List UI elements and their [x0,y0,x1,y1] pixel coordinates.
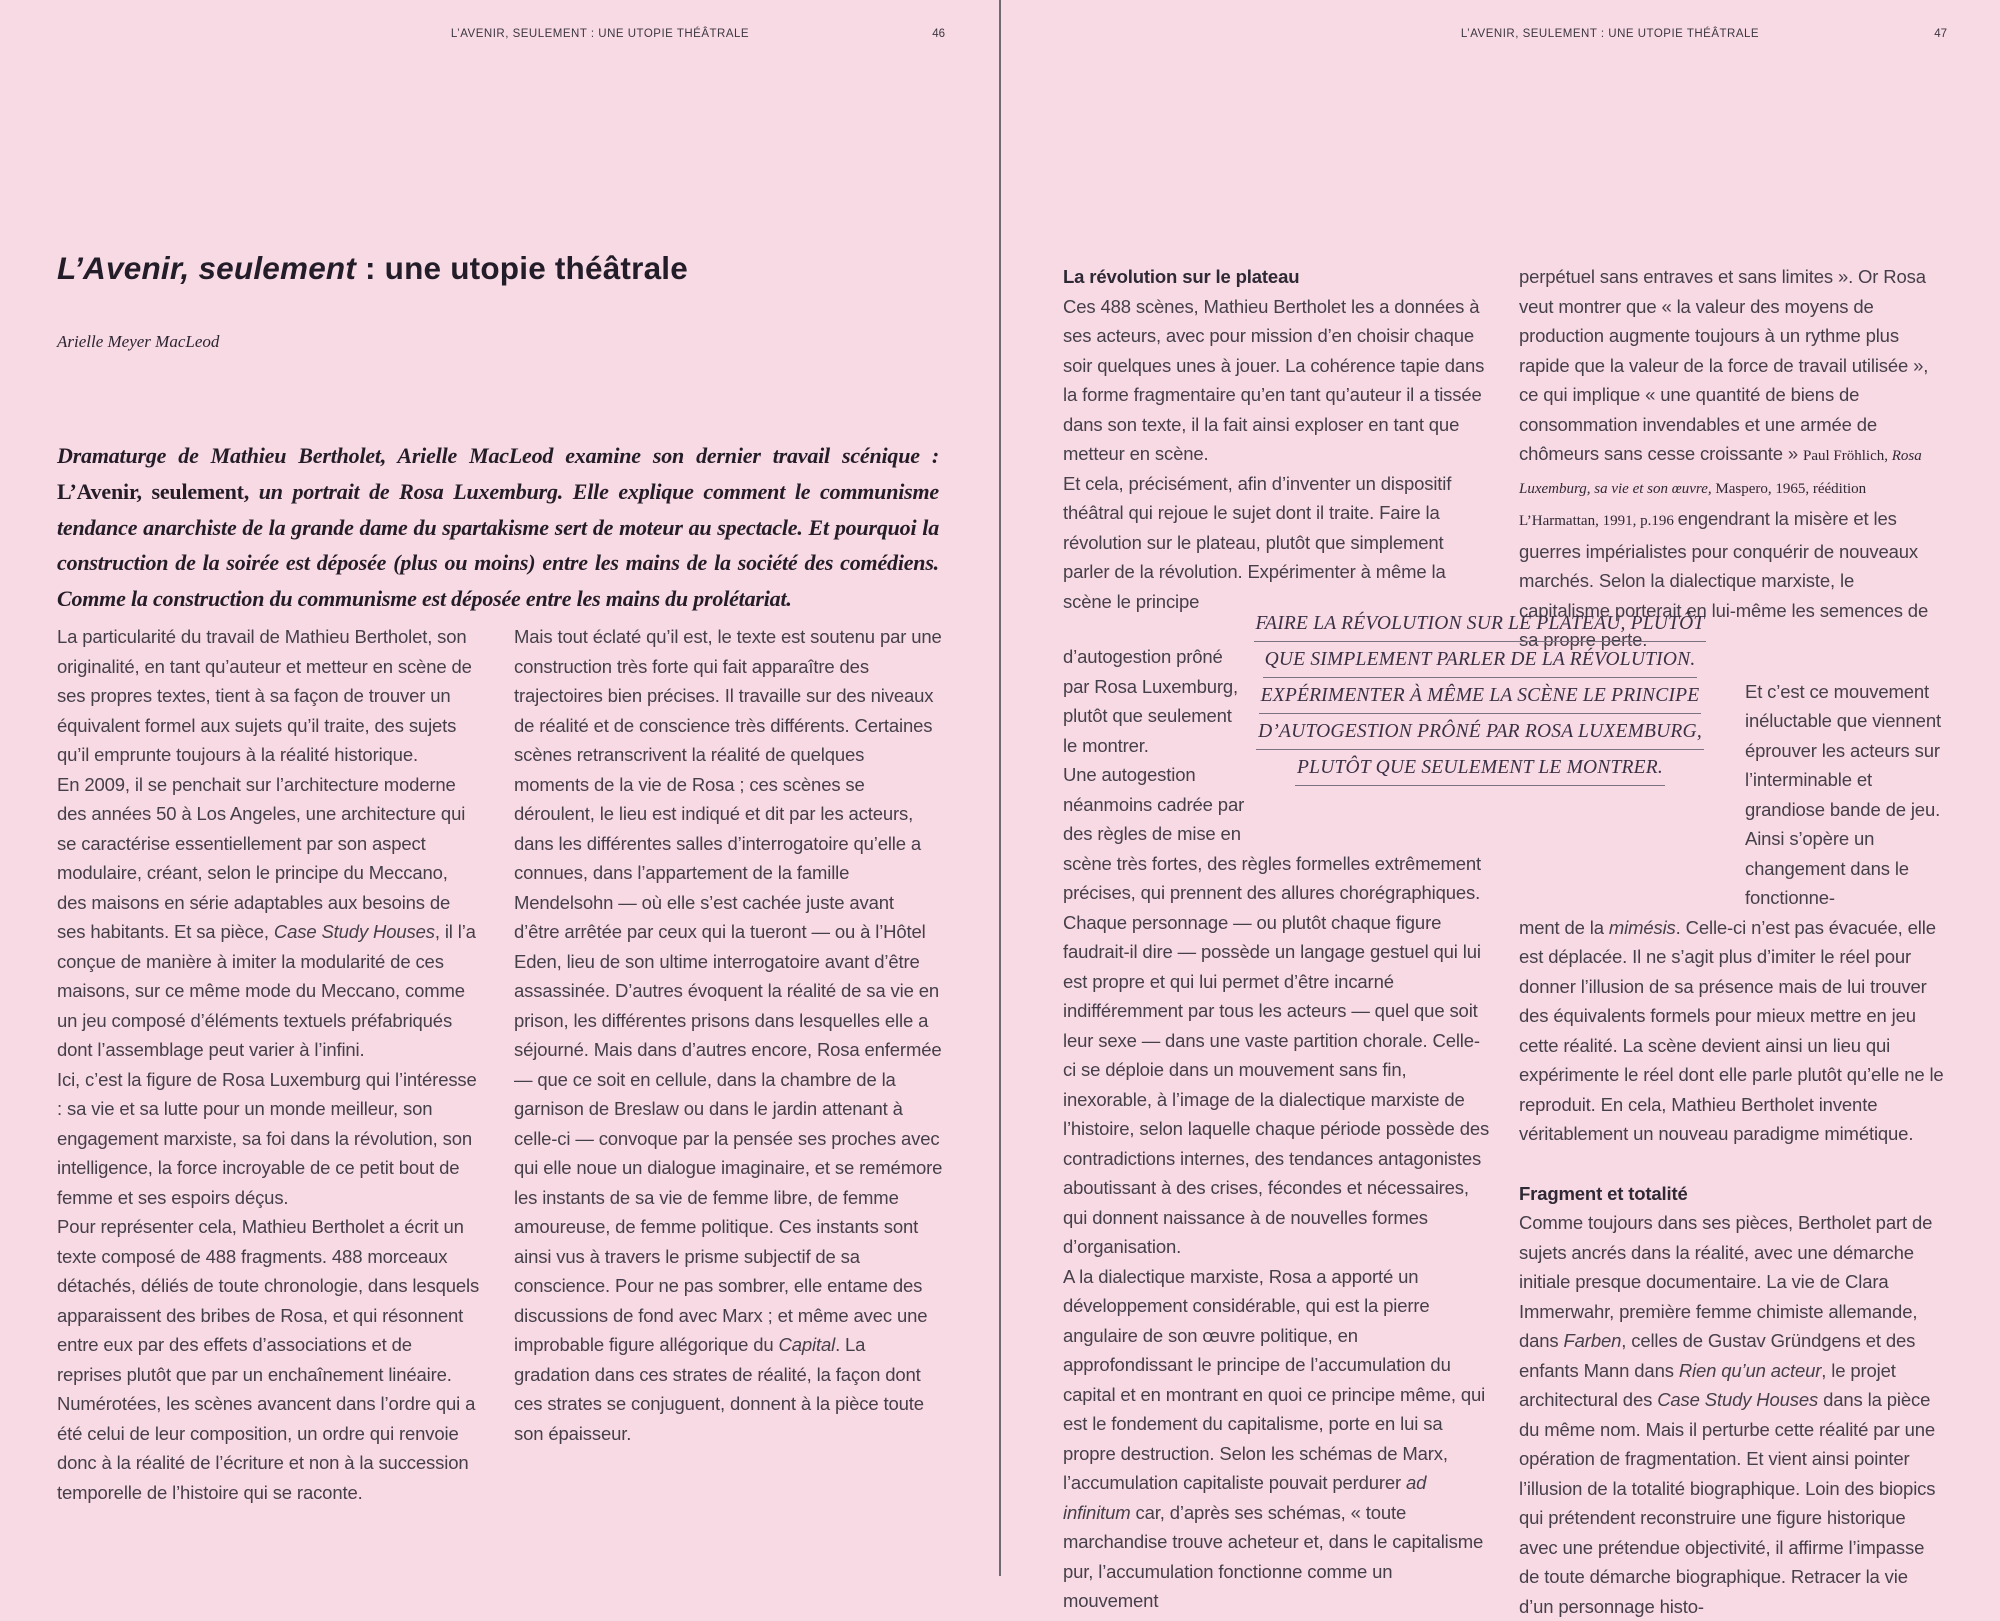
paragraph: Comme toujours dans ses pièces, Bertholet part de sujets ancrés dans la réalité, avec une démarche initiale presque documentaire. La vie de Clara Immerwahr, première femme chimiste allemande, dans Farben, celles de Gustav Gründgens et des enfants Mann dans Rien qu’un acteur, le projet architectural des Case Study Houses dans la pièce du même nom. Mais il perturbe cette réalité par une opération de fragmentation. Et vient ainsi pointer l’illusion de la totalité biographique. Loin des biopics qui prétendent reconstruire une figure historique avec une prétendue objectivité, il affirme l’impasse de toute démarche biographique. Retracer la vie d’un personnage histo- [1519,1212,1936,1617]
pull-quote-line: PLUTÔT QUE SEULEMENT LE MONTRER. [1240,756,1720,786]
paragraph: Et cela, précisément, afin d’inventer un dispositif théâtral qui rejoue le sujet dont il traite. Faire la révolution sur le plateau, plutôt que simplement parler de la révolution. Expérimenter à même la scène le principe [1063,472,1452,612]
paragraph: perpétuel sans entraves et sans limites ». Or Rosa veut montrer que « la valeur des moyens de production augmente toujours à un rythme plus rapide que la valeur de la force de travail utilisée », ce qui implique « une quantité de biens de consommation invendables et une armée de chômeurs sans cesse croissante » Paul Fröhlich, Rosa Luxemburg, sa vie et son œuvre, Maspero, 1965, réédition L’Harmattan, 1991, p.196 engendrant la misère et les guerres impérialistes pour conquérir de nouveaux marchés. Selon la dialectique marxiste, le capitalisme porterait en lui-même les semences de sa propre perte. [1519,266,1929,650]
right-column-1 [1063,262,1491,1616]
running-header-left: L’AVENIR, SEULEMENT : UNE UTOPIE THÉÂTRALE [450,28,750,40]
right-col2-narrow-wrap [1745,677,1945,913]
pull-quote-line: EXPÉRIMENTER À MÊME LA SCÈNE LE PRINCIPE [1240,684,1720,714]
paragraph: ment de la mimésis. Celle-ci n’est pas évacuée, elle est déplacée. Il ne s’agit plus d’imiter le réel pour donner l’illusion de sa présence mais de lui trouver des équivalents formels pour mieux mettre en jeu cette réalité. La scène devient ainsi un lieu qui expérimente le réel dont elle parle plutôt qu’elle ne le reproduit. En cela, Mathieu Bertholet invente véritablement un nouveau paradigme mimétique. [1519,916,1944,1144]
right-col1-block-b [1063,849,1491,1616]
right-col2-block-a [1519,262,1947,655]
paragraph: Ici, c’est la figure de Rosa Luxemburg qui l’intéresse : sa vie et sa lutte pour un monde meilleur, son engagement marxiste, sa foi dans la révolution, son intelligence, la force incroyable de ce petit bout de femme et ses espoirs déçus. [57,1068,477,1208]
page-number-right: 47 [1934,28,1947,40]
right-col1-narrow-wrap [1063,642,1249,849]
paragraph: A la dialectique marxiste, Rosa a apporté un développement considérable, qui est la pierre angulaire de son œuvre politique, en approfondissant le principe de l’accumulation du capital et en montrant en quoi ce principe même, qui est le fondement du capitalisme, porte en lui sa propre destruction. Selon les schémas de Marx, l’accumulation capitaliste pouvait perdurer ad infinitum car, d’après ses schémas, « toute marchandise trouve acheteur et, dans le capitalisme pur, l’accumulation fonctionne comme un mouvement [1063,1265,1486,1611]
right-col2-block-c [1519,1208,1947,1621]
paragraph: scène très fortes, des règles formelles extrêmement précises, qui prennent des allures chorégraphiques. Chaque personnage — ou plutôt chaque figure faudrait-il dire — possède un langage gestuel qui lui est propre et qui lui permet d’être incarné indifféremment par tous les acteurs — quel que soit leur sexe — dans une vaste partition chorale. Celle-ci se déploie dans un mouvement sans fin, inexorable, à l’image de la dialectique marxiste de l’histoire, selon laquelle chaque période possède des contradictions internes, des tendances antagonistes aboutissant à des crises, fécondes et nécessaires, qui donnent naissance à de nouvelles formes d’organisation. [1063,852,1490,1257]
paragraph: La particularité du travail de Mathieu Bertholet, son originalité, en tant qu’auteur et metteur en scène de ses propres textes, tient à sa façon de trouver un équivalent formel aux sujets qu’il traite, des sujets qu’il emprunte toujours à la réalité historique. [57,626,472,765]
article-title [57,250,957,287]
paragraph: Pour représenter cela, Mathieu Bertholet a écrit un texte composé de 488 fragments. 488 morceaux détachés, déliés de toute chronologie, dans lesquels apparaissent des bribes de Rosa, et qui résonnent entre eux par des effets d’associations et de reprises plutôt que par un enchaînement linéaire. [57,1216,480,1385]
paragraph: En 2009, il se penchait sur l’architecture moderne des années 50 à Los Angeles, une architecture qui se caractérise essentiellement par son aspect modulaire, créant, selon le principe du Meccano, des maisons en série adaptables aux besoins de ses habitants. Et sa pièce, Case Study Houses, il l’a conçue de manière à imiter la modularité de ces maisons, sur ce même mode du Meccano, comme un jeu composé d’éléments textuels préfabriqués dont l’assemblage peut varier à l’infini. [57,773,476,1060]
right-col1-block-a [1063,292,1491,617]
section-heading-fragment: Fragment et totalité [1519,1182,1688,1204]
paragraph: Numérotées, les scènes avancent dans l’ordre qui a été celui de leur composition, un ordre qui renvoie donc à la réalité de l’écriture et non à la succession temporelle de l’histoire qui se raconte. [57,1393,476,1503]
paragraph: Une autogestion néanmoins cadrée par des règles de mise en [1063,764,1245,844]
paragraph: Mais tout éclaté qu’il est, le texte est soutenu par une construction très forte qui fait apparaître des trajectoires bien précises. Il travaille sur des niveaux de réalité et de conscience très différents. Certaines scènes retranscrivent la réalité de quelques moments de la vie de Rosa ; ces scènes se déroulent, le lieu est indiqué et dit par les acteurs, dans les différentes salles d’interrogatoire qu’elle a connues, dans l’appartement de la famille Mendelsohn — où elle s’est cachée juste avant d’être arrêtée par ceux qui la tueront — ou à l’Hôtel Eden, lieu de son ultime interrogatoire avant d’être assassinée. D’autres évoquent la réalité de sa vie en prison, les différentes prisons dans lesquelles elle a séjourné. Mais dans d’autres encore, Rosa enfermée — que ce soit en cellule, dans la chambre de la garnison de Breslaw ou dans le jardin attenant à celle-ci — convoque par la pensée ses proches avec qui elle noue un dialogue imaginaire, et se remémore les instants de sa vie de femme libre, de femme amoureuse, de femme politique. Ces instants sont ainsi vus à travers le prisme subjectif de sa conscience. Pour ne pas sombrer, elle entame des discussions de fond avec Marx ; et même avec une improbable figure allégorique du Capital. La gradation dans ces strates de réalité, la façon dont ces strates se conjuguent, donnent à la pièce toute son épaisseur. [514,626,943,1444]
author-byline: Arielle Meyer MacLeod [57,332,220,351]
pull-quote-line: D’AUTOGESTION PRÔNÉ PAR ROSA LUXEMBURG, [1240,720,1720,750]
left-column-1 [57,622,481,1507]
paragraph: d’autogestion prôné par Rosa Luxemburg, plutôt que seulement le montrer. [1063,646,1239,756]
left-column-2 [514,622,944,1448]
pull-quote-line: QUE SIMPLEMENT PARLER DE LA RÉVOLUTION. [1240,648,1720,678]
section-heading-revolution: La révolution sur le plateau [1063,266,1300,287]
lede-paragraph [57,438,939,617]
right-column-2 [1519,262,1947,1621]
right-col2-block-b [1519,913,1947,1149]
article-title-italic: L’Avenir, seulement [57,250,357,286]
running-header-right: L’AVENIR, SEULEMENT : UNE UTOPIE THÉÂTRALE [1460,28,1760,40]
pull-quote [1240,612,1720,792]
page-number-left: 46 [932,28,945,40]
paragraph: Ces 488 scènes, Mathieu Bertholet les a données à ses acteurs, avec pour mission d’en choisir chaque soir quelques unes à jouer. La cohérence tapie dans la forme fragmentaire qu’en tant qu’auteur il a tissée dans son texte, il la fait ainsi exploser en tant que metteur en scène. [1063,295,1485,464]
paragraph: Ainsi s’opère un changement dans le fonctionne- [1745,828,1909,908]
pull-quote-line: FAIRE LA RÉVOLUTION SUR LE PLATEAU, PLUTÔT [1240,612,1720,642]
left-page [0,0,1000,1576]
paragraph: Et c’est ce mouvement inéluctable que viennent éprouver les acteurs sur l’interminable et grandiose bande de jeu. [1745,680,1941,820]
article-title-rest: : une utopie théâtrale [356,250,688,286]
paragraph: Dramaturge de Mathieu Bertholet, Arielle MacLeod examine son dernier travail scénique : L’Avenir, seulement, un portrait de Rosa Luxemburg. Elle explique comment le communisme tendance anarchiste de la grande dame du spartakisme sert de moteur au spectacle. Et pourquoi la construction de la soirée est déposée (plus ou moins) entre les mains de la société des comédiens. Comme la construction du communisme est déposée entre les mains du prolétariat. [57,443,939,612]
